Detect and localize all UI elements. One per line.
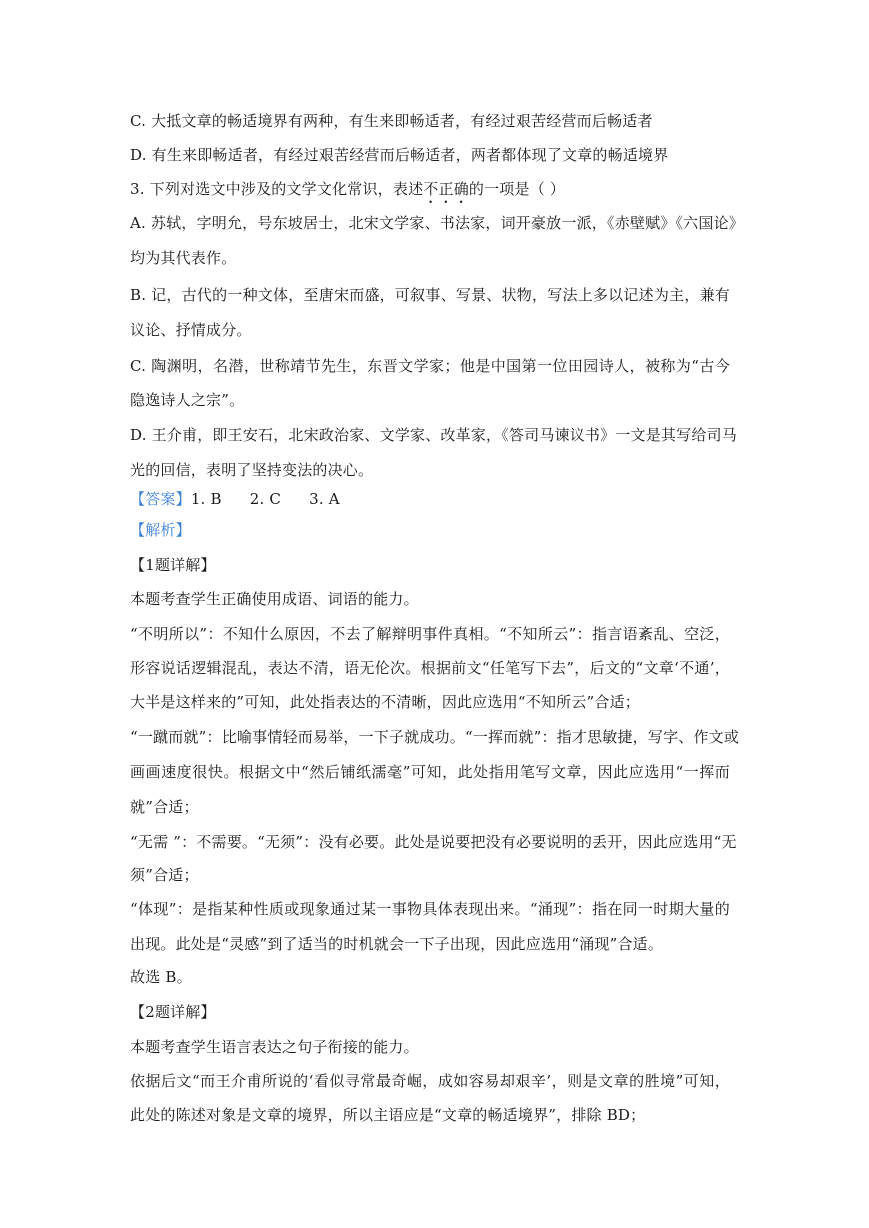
q1-para1-line2: 形容说话逻辑混乱，表达不清，语无伦次。根据前文“任笔写下去”，后文的“文章‘不通’， bbox=[130, 659, 730, 677]
question-3-text: 3. 下列对选文中涉及的文学文化常识，表述 bbox=[130, 180, 424, 198]
analysis-tag: 【解析】 bbox=[130, 521, 191, 539]
q1-para2-line1: “一蹴而就”：比喻事情轻而易举，一下子就成功。“一挥而就”：指才思敏捷，写字、作文或 bbox=[130, 728, 740, 746]
q2-para1-line1: 依据后文“而王介甫所说的‘看似寻常最奇崛，成如容易却艰辛’，则是文章的胜境”可知， bbox=[130, 1072, 730, 1090]
question-3 bbox=[130, 179, 730, 207]
answer-3: 3. A bbox=[309, 490, 340, 508]
q1-para4-line1: “体现”：是指某种性质或现象通过某一事物具体表现出来。“涌现”：指在同一时期大量的 bbox=[130, 900, 730, 918]
option-b-q3-line1: B. 记，古代的一种文体，至唐宋而盛，可叙事、写景、状物，写法上多以记述为主，兼有 bbox=[130, 286, 730, 304]
answer-2: 2. C bbox=[249, 490, 282, 508]
q1-conclusion: 故选 B。 bbox=[130, 968, 192, 986]
q1-para1-line3: 大半是这样来的”可知，此处指表达的不清晰，因此应选用“不知所云”合适； bbox=[130, 693, 641, 711]
option-a-q3-line2: 均为其代表作。 bbox=[130, 249, 237, 267]
option-d-q3-line1: D. 王介甫，即王安石，北宋政治家、文学家、改革家，《答司马谏议书》一文是其写给司马 bbox=[130, 426, 737, 444]
question-3-emphasis: 不正确 bbox=[423, 180, 469, 198]
option-d-q3-line2: 光的回信，表明了坚持变法的决心。 bbox=[130, 461, 374, 479]
q1-para2-line3: 就”合适； bbox=[130, 798, 199, 816]
answer-1: 1. B bbox=[190, 490, 222, 508]
q2-intro: 本题考查学生语言表达之句子衔接的能力。 bbox=[130, 1038, 419, 1056]
option-c-q2: C. 大抵文章的畅适境界有两种，有生来即畅适者，有经过艰苦经营而后畅适者 bbox=[130, 112, 653, 130]
option-c-q3-line2: 隐逸诗人之宗”。 bbox=[130, 391, 245, 409]
option-a-q3-line1: A. 苏轼，字明允，号东坡居士，北宋文学家、书法家，词开豪放一派，《赤壁赋》《六国论》 bbox=[130, 214, 744, 232]
option-d-q2: D. 有生来即畅适者，有经过艰苦经营而后畅适者，两者都体现了文章的畅适境界 bbox=[130, 146, 669, 164]
answer-tag: 【答案】 bbox=[130, 490, 191, 508]
q1-intro: 本题考查学生正确使用成语、词语的能力。 bbox=[130, 590, 419, 608]
q1-para3-line1: “无需 ”：不需要。“无须”：没有必要。此处是说要把没有必要说明的丢开，因此应选用“无 bbox=[130, 833, 737, 851]
answer-line bbox=[130, 489, 730, 509]
option-b-q3-line2: 议论、抒情成分。 bbox=[130, 321, 252, 339]
q1-para1-line1: “不明所以”：不知什么原因，不去了解辩明事件真相。“不知所云”：指言语紊乱、空泛， bbox=[130, 625, 730, 643]
q1-detail-heading: 【1题详解】 bbox=[130, 556, 216, 574]
option-c-q3-line1: C. 陶渊明，名潜，世称靖节先生，东晋文学家；他是中国第一位田园诗人，被称为“古今 bbox=[130, 357, 730, 375]
q1-para4-line2: 出现。此处是“灵感”到了适当的时机就会一下子出现，因此应选用“涌现”合适。 bbox=[130, 935, 664, 953]
q1-para3-line2: 须”合适； bbox=[130, 866, 199, 884]
q2-detail-heading: 【2题详解】 bbox=[130, 1003, 216, 1021]
question-3-bracket: 的一项是（ ） bbox=[468, 180, 566, 198]
q2-para1-line2: 此处的陈述对象是文章的境界，所以主语应是“文章的畅适境界”，排除 BD； bbox=[130, 1106, 646, 1124]
q1-para2-line2: 画画速度很快。根据文中“然后铺纸濡毫”可知，此处指用笔写文章，因此应选用“一挥而 bbox=[130, 763, 730, 781]
